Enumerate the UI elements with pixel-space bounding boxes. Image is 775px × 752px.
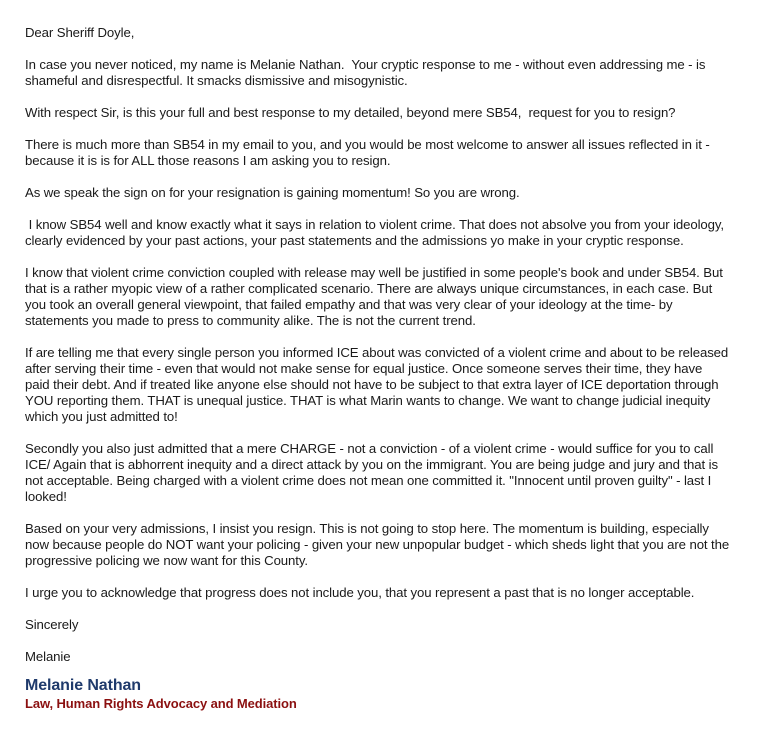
paragraph-3: There is much more than SB54 in my email to you, and you would be most welcome to answer all issues reflected in it - because it is is for ALL those reasons I am asking you to resign. xyxy=(25,137,714,168)
paragraph-4: As we speak the sign on for your resignation is gaining momentum! So you are wrong. xyxy=(25,185,520,200)
paragraph-1: In case you never noticed, my name is Melanie Nathan. Your cryptic response to me - without even addressing me - is shameful and disrespectful. It smacks dismissive and misogynistic. xyxy=(25,57,709,88)
signature-title: Law, Human Rights Advocacy and Mediation xyxy=(25,696,297,711)
signoff: Melanie xyxy=(25,649,71,664)
paragraph-7: If are telling me that every single person you informed ICE about was convicted of a violent crime and about to be released after serving their time - even that would not make sense for equal justice. Once someone serves their time, they have paid their debt. And if treated like anyone else should not have to be subject to that extra layer of ICE deportation through YOU reporting them. THAT is unequal justice. THAT is what Marin wants to change. We want to change judicial inequity which you just admitted to! xyxy=(25,345,732,424)
email-signature xyxy=(25,677,730,729)
paragraph-5: I know SB54 well and know exactly what it says in relation to violent crime. That does not absolve you from your ideology, clearly evidenced by your past actions, your past statements and the admissions yo make in your cryptic response. xyxy=(25,217,728,248)
closing: Sincerely xyxy=(25,617,79,632)
salutation: Dear Sheriff Doyle, xyxy=(25,25,135,40)
paragraph-10: I urge you to acknowledge that progress does not include you, that you represent a past that is no longer acceptable. xyxy=(25,585,695,600)
signature-clipped-line xyxy=(25,713,730,729)
email-body xyxy=(25,25,733,729)
paragraph-2: With respect Sir, is this your full and best response to my detailed, beyond mere SB54, request for you to resign? xyxy=(25,105,676,120)
paragraph-8: Secondly you also just admitted that a mere CHARGE - not a conviction - of a violent crime - would suffice for you to call ICE/ Again that is abhorrent inequity and a direct attack by you on the immigrant. You are being judge and jury and that is not acceptable. Being charged with a violent crime does not mean one committed it. "Innocent until proven guilty" - last I looked! xyxy=(25,441,722,504)
signature-name: Melanie Nathan xyxy=(25,677,141,694)
paragraph-9: Based on your very admissions, I insist you resign. This is not going to stop here. The momentum is building, especially now because people do NOT want your policing - given your new unpopular budget - which sheds light that you are not the progressive policing we now want for this County. xyxy=(25,521,733,568)
paragraph-6: I know that violent crime conviction coupled with release may well be justified in some people's book and under SB54. But that is a rather myopic view of a rather complicated scenario. There are always unique circumstances, in each case. But you took an overall general viewpoint, that failed empathy and that was very clear of your ideology at the time- by statements you made to press to community alike. The is not the current trend. xyxy=(25,265,727,328)
